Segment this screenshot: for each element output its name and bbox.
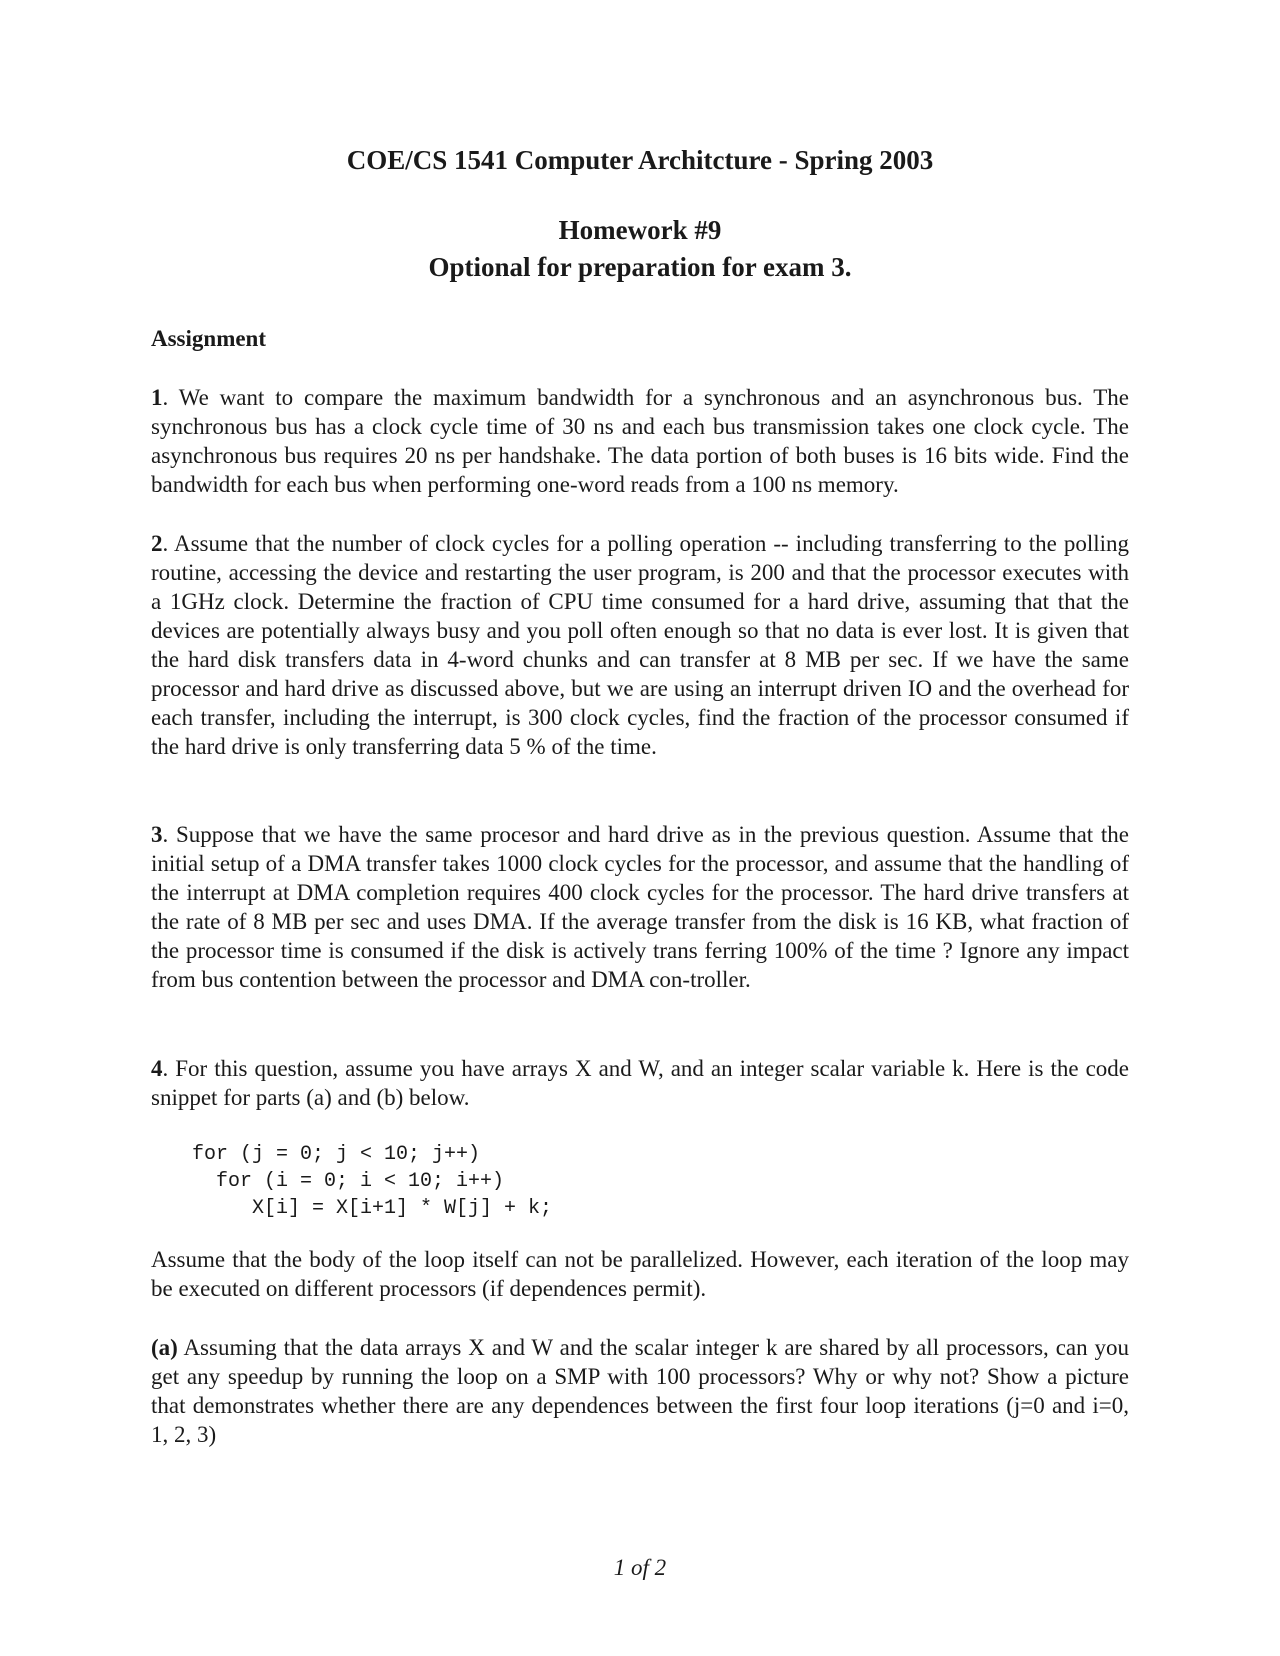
question-text: . We want to compare the maximum bandwidth for a synchronous and an asynchronous bus. The synchronous bus has a clock cycle time of 30 ns and each bus transmission takes one clock cycle. The asynchronous bus requires 20 ns per handshake. The data portion of both buses is 16 bits wide. Find the bandwidth for each bus when performing one-word reads from a 100 ns memory. xyxy=(151,385,1129,497)
question-text: . For this question, assume you have arrays X and W, and an integer scalar variable k. Here is the code snippet for parts (a) and (b) below. xyxy=(151,1056,1129,1110)
page-number: 1 of 2 xyxy=(613,1555,667,1580)
part-a-text: Assuming that the data arrays X and W and the scalar integer k are shared by all processors, can you get any speedup by running the loop on a SMP with 100 processors? Why or why not? Show a picture that demonstrates whether there are any dependences between the first four loop iterations (j=0 and i=0, 1, 2, 3) xyxy=(151,1335,1129,1447)
homework-title: Homework #9 xyxy=(558,215,722,245)
section-heading: Assignment xyxy=(151,326,267,351)
followup-paragraph: Assume that the body of the loop itself can not be parallelized. However, each iteration of the loop may be executed on different processors (if dependences permit). xyxy=(151,1247,1129,1301)
question-number: 1 xyxy=(151,385,163,410)
question-2 xyxy=(151,529,1129,761)
part-a-label: (a) xyxy=(151,1335,178,1360)
question-number: 4 xyxy=(151,1056,163,1081)
question-text: . Suppose that we have the same procesor and hard drive as in the previous question. Assume that the initial setup of a DMA transfer takes 1000 clock cycles for the processor, and assume that the handling of the interrupt at DMA completion requires 400 clock cycles for the processor. The hard drive transfers at the rate of 8 MB per sec and uses DMA. If the average transfer from the disk is 16 KB, what fraction of the processor time is consumed if the disk is actively trans ferring 100% of the time ? Ignore any impact from bus contention between the processor and DMA con-troller. xyxy=(151,822,1129,992)
code-snippet: for (j = 0; j < 10; j++) for (i = 0; i < 10; i++) X[i] = X[i+1] * W[j] + k; xyxy=(192,1143,553,1220)
question-number: 2 xyxy=(151,531,163,556)
question-1 xyxy=(151,383,1129,499)
question-number: 3 xyxy=(151,822,163,847)
course-title: COE/CS 1541 Computer Architcture - Spring 2003 xyxy=(346,145,934,175)
question-4 xyxy=(151,1054,1129,1112)
question-3 xyxy=(151,820,1129,994)
question-text: . Assume that the number of clock cycles for a polling operation -- including transferring to the polling routine, accessing the device and restarting the user program, is 200 and that the processor executes with a 1GHz clock. Determine the fraction of CPU time consumed for a hard drive, assuming that that the devices are potentially always busy and you poll often enough so that no data is ever lost. It is given that the hard disk transfers data in 4-word chunks and can transfer at 8 MB per sec. If we have the same processor and hard drive as discussed above, but we are using an interrupt driven IO and the overhead for each transfer, including the interrupt, is 300 clock cycles, find the fraction of the processor consumed if the hard drive is only transferring data 5 % of the time. xyxy=(151,531,1129,759)
homework-subtitle: Optional for preparation for exam 3. xyxy=(428,252,852,282)
part-a xyxy=(151,1333,1129,1449)
